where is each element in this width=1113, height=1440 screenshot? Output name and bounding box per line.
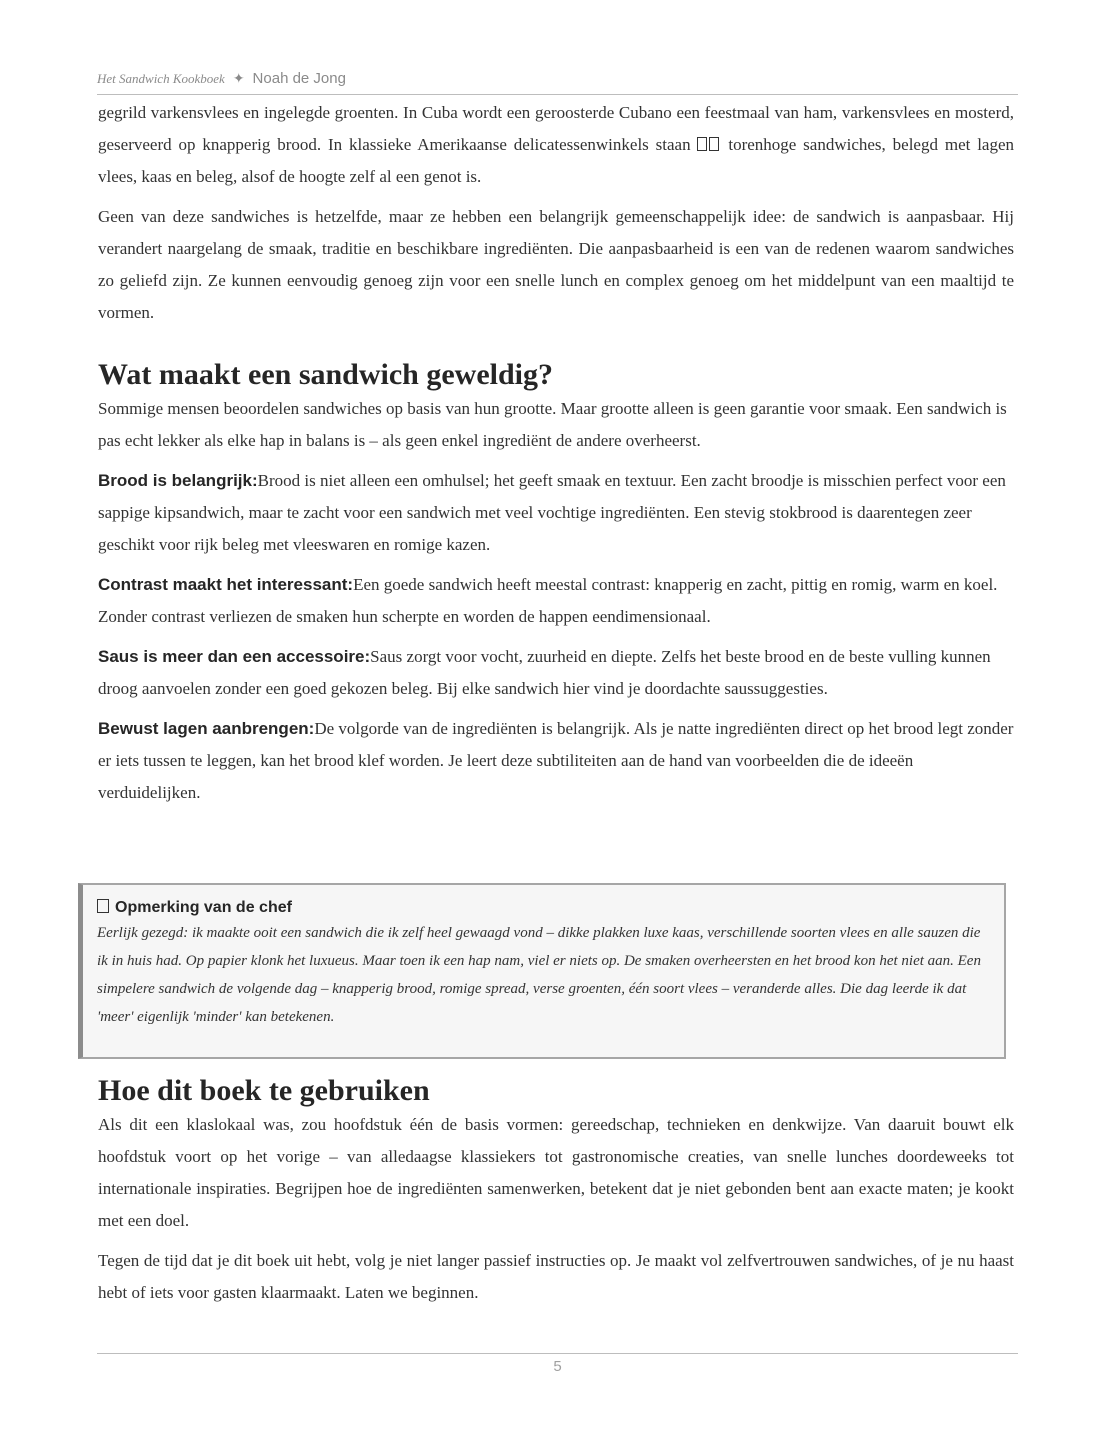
point-bread-text: Brood is niet alleen een omhulsel; het geeft smaak en textuur. Een zacht broodje is misschien perfect voor een sappige kipsandwich, maar te zacht voor een sandwich met veel vochtige ingrediënten. Een stevig stokbrood is daarentegen zeer geschikt voor rijk beleg met vleeswaren en romige kazen. xyxy=(98,471,1006,554)
intro-p1-start: gegrild varkensvlees en ingelegde groenten. In Cuba wordt een geroosterde Cubano een feestmaal van ham, varkensvlees en mosterd, geserveerd op knapperig brood. In klassieke Amerikaanse delicatessenwinkels staan xyxy=(98,103,1014,154)
point-bread-lead: Brood is belangrijk: xyxy=(98,471,258,490)
missing-glyph-icon xyxy=(697,135,721,154)
chef-note-title: Opmerking van de chef xyxy=(115,899,292,916)
separator-star-icon: ✦ xyxy=(232,71,245,87)
point-contrast xyxy=(98,569,1014,633)
point-contrast-lead: Contrast maakt het interessant: xyxy=(98,575,354,594)
point-sauce-text: Saus zorgt voor vocht, zuurheid en diepte. Zelfs het beste brood en de beste vulling kunnen droog aanvoelen zonder een goed gekozen beleg. Bij elke sandwich hier vind je doordachte saussuggesties. xyxy=(98,647,991,698)
point-layering-text: De volgorde van de ingrediënten is belangrijk. Als je natte ingrediënten direct op het brood legt zonder er iets tussen te leggen, kan het brood klef worden. Je leert deze subtiliteiten aan de hand van voorbeelden die de ideeën verduidelijken. xyxy=(98,719,1014,802)
page-header xyxy=(97,70,1018,95)
main-content xyxy=(98,97,1014,809)
section-heading-1: Wat maakt een sandwich geweldig? xyxy=(98,358,554,391)
intro-p1-end: torenhoge sandwiches, belegd met lagen vlees, kaas en beleg, alsof de hoogte zelf al een genot is. xyxy=(98,135,1015,186)
point-layering xyxy=(98,713,1014,809)
section-heading-2: Hoe dit boek te gebruiken xyxy=(98,1074,430,1107)
intro-paragraph-2: Geen van deze sandwiches is hetzelfde, maar ze hebben een belangrijk gemeenschappelijk idee: de sandwich is aanpasbaar. Hij verandert naargelang de smaak, traditie en beschikbare ingrediënten. Die aanpasbaarheid is een van de redenen waarom sandwiches zo geliefd zijn. Ze kunnen eenvoudig genoeg zijn voor een snelle lunch en complex genoeg om het middelpunt van een maaltijd te vormen. xyxy=(98,207,1014,322)
intro-paragraph-1 xyxy=(98,97,1014,193)
section2-content xyxy=(98,1073,1014,1309)
point-bread xyxy=(98,465,1014,561)
author-name: Noah de Jong xyxy=(252,70,346,87)
page-number: 5 xyxy=(553,1358,562,1375)
chef-note-body: Eerlijk gezegd: ik maakte ooit een sandwich die ik zelf heel gewaagd vond – dikke plakken luxe kaas, verschillende soorten vlees en alle sauzen die ik in huis had. Op papier klonk het luxueus. Maar toen ik een hap nam, viel er niets op. De smaken overheersten en het brood kon het niet aan. Een simpelere sandwich de volgende dag – knapperig brood, romige spread, verse groenten, één soort vlees – veranderde alles. Die dag leerde ik dat 'meer' eigenlijk 'minder' kan betekenen. xyxy=(97,925,981,1025)
chef-note-box xyxy=(78,883,1006,1059)
point-sauce xyxy=(98,641,1014,705)
section1-intro: Sommige mensen beoordelen sandwiches op basis van hun grootte. Maar grootte alleen is geen garantie voor smaak. Een sandwich is pas echt lekker als elke hap in balans is – als geen enkel ingrediënt de andere overheerst. xyxy=(98,399,1007,450)
note-icon xyxy=(97,899,109,913)
section2-paragraph-1: Als dit een klaslokaal was, zou hoofdstuk één de basis vormen: gereedschap, technieken en denkwijze. Van daaruit bouwt elk hoofdstuk voort op het vorige – van alledaagse klassiekers tot gastronomische creaties, van snelle lunches doordeweeks tot internationale inspiraties. Begrijpen hoe de ingrediënten samenwerken, betekent dat je niet gebonden bent aan exacte maten; je kookt met een doel. xyxy=(98,1115,1014,1230)
point-layering-lead: Bewust lagen aanbrengen: xyxy=(98,719,315,738)
chef-note-title-row xyxy=(97,897,989,919)
page-footer xyxy=(97,1353,1018,1375)
point-sauce-lead: Saus is meer dan een accessoire: xyxy=(98,647,371,666)
book-title: Het Sandwich Kookboek xyxy=(97,71,225,86)
section2-paragraph-2: Tegen de tijd dat je dit boek uit hebt, volg je niet langer passief instructies op. Je maakt vol zelfvertrouwen sandwiches, of je nu haast hebt of iets voor gasten klaarmaakt. Laten we beginnen. xyxy=(98,1251,1014,1302)
point-contrast-text: Een goede sandwich heeft meestal contrast: knapperig en zacht, pittig en romig, warm en koel. Zonder contrast verliezen de smaken hun scherpte en worden de happen eendimensionaal. xyxy=(98,575,998,626)
